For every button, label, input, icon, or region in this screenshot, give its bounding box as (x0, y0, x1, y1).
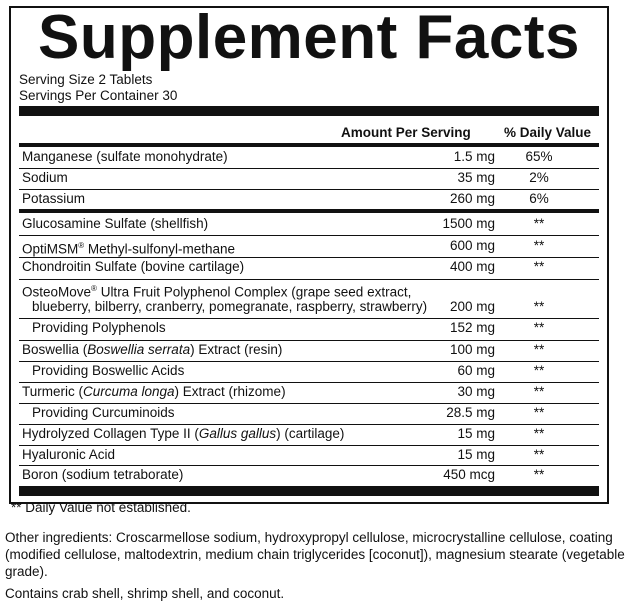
row-amount: 100 mg (449, 342, 495, 357)
row-name: Turmeric (Curcuma longa) Extract (rhizome) (22, 384, 286, 399)
row-amount: 28.5 mg (446, 405, 495, 420)
row-name: Hydrolyzed Collagen Type II (Gallus gallus) (cartilage) (22, 426, 345, 441)
header-bar (19, 106, 599, 116)
row-dv: ** (533, 238, 545, 253)
allergen-statement: Contains crab shell, shrimp shell, and coconut. (5, 586, 285, 601)
row-dv: ** (533, 320, 545, 335)
row-amount: 200 mg (449, 299, 495, 314)
row-name: Providing Boswellic Acids (32, 363, 185, 378)
section-divider (19, 209, 599, 213)
row-amount: 400 mg (449, 259, 495, 274)
row-dv: ** (533, 299, 545, 314)
row-dv: ** (533, 216, 545, 231)
row-name: Sodium (22, 170, 68, 185)
row-name: OsteoMove® Ultra Fruit Polyphenol Complex (grape seed extract, (22, 284, 412, 300)
row-amount: 260 mg (449, 191, 495, 206)
bottom-bar (19, 486, 599, 496)
row-dv: ** (533, 447, 545, 462)
row-name: OptiMSM® Methyl-sulfonyl-methane (22, 241, 235, 257)
row-dv: ** (533, 259, 545, 274)
row-amount: 450 mcg (443, 467, 495, 482)
row-amount: 35 mg (457, 170, 495, 185)
row-amount: 60 mg (457, 363, 495, 378)
row-divider (19, 235, 599, 236)
row-name: Providing Polyphenols (32, 320, 166, 335)
amount-header: Amount Per Serving (341, 125, 471, 140)
row-dv: 6% (529, 191, 549, 206)
row-dv: 2% (529, 170, 549, 185)
row-name: Hyaluronic Acid (22, 447, 116, 462)
row-dv: ** (533, 342, 545, 357)
row-amount: 30 mg (457, 384, 495, 399)
row-amount: 15 mg (457, 447, 495, 462)
row-name-line2: blueberry, bilberry, cranberry, pomegranate, raspberry, strawberry) (32, 299, 428, 314)
row-name: Boswellia (Boswellia serrata) Extract (resin) (22, 342, 283, 357)
row-dv: ** (533, 384, 545, 399)
servings-per-container: Servings Per Container 30 (19, 88, 178, 103)
row-dv: ** (533, 467, 545, 482)
row-amount: 1.5 mg (453, 149, 495, 164)
row-amount: 1500 mg (442, 216, 495, 231)
row-name: Boron (sodium tetraborate) (22, 467, 184, 482)
header-divider (19, 143, 599, 147)
other-ingredients: Other ingredients: Croscarmellose sodium, hydroxypropyl cellulose, microcrystalline cellulose, coating (modified cellulose, maltodextrin, medium chain triglycerides [coconut]), magnesium stearate (vegetable grade). (5, 530, 625, 579)
row-dv: ** (533, 405, 545, 420)
daily-value-footnote: ** Daily Value not established. (11, 500, 191, 515)
row-amount: 600 mg (449, 238, 495, 253)
row-name: Manganese (sulfate monohydrate) (22, 149, 228, 164)
row-dv: 65% (525, 149, 553, 164)
supplement-facts-panel (9, 3, 609, 504)
daily-value-header: % Daily Value (504, 125, 592, 140)
row-divider (19, 189, 599, 190)
row-name: Chondroitin Sulfate (bovine cartilage) (22, 259, 245, 274)
row-name: Providing Curcuminoids (32, 405, 175, 420)
row-name: Glucosamine Sulfate (shellfish) (22, 216, 209, 231)
panel-title: Supplement Facts (38, 3, 580, 72)
row-divider (19, 168, 599, 169)
row-amount: 15 mg (457, 426, 495, 441)
row-name: Potassium (22, 191, 86, 206)
row-amount: 152 mg (449, 320, 495, 335)
row-dv: ** (533, 363, 545, 378)
serving-size: Serving Size 2 Tablets (19, 72, 153, 87)
row-dv: ** (533, 426, 545, 441)
